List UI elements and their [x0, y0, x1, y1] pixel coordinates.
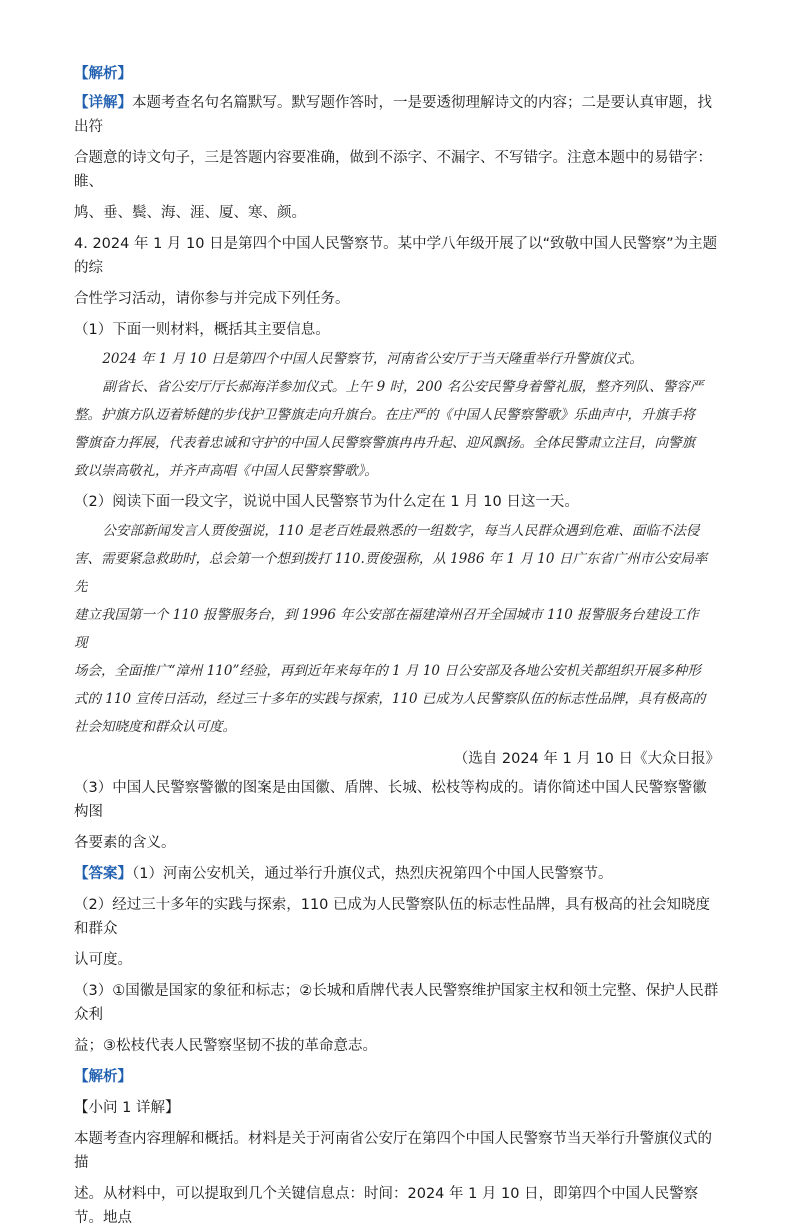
material-2: [74, 517, 720, 741]
answer-2: （2）经过三十多年的实践与探索，110 已成为人民警察队伍的标志性品牌，具有极高的社会知晓度和群众: [74, 897, 711, 937]
analysis-label: 【解析】: [74, 66, 132, 82]
detail-paragraph-line: [74, 91, 720, 139]
detail-label: 【详解】: [74, 95, 132, 111]
material-2-line: 式的 110 宣传日活动，经过三十多年的实践与探索，110 已成为人民警察队伍的标志性品牌，具有极高的: [74, 691, 706, 707]
answer-line: [74, 862, 720, 886]
answer-label: 【答案】: [74, 866, 132, 882]
question-4-stem: 合性学习活动，请你参与并完成下列任务。: [74, 291, 350, 307]
material-2-line: 社会知晓度和群众认可度。: [74, 719, 236, 735]
material-2-line: 场会，全面推广“漳州 110”经验，再到近年来每年的 1 月 10 日公安部及各地公安机关都组织开展多种形: [74, 663, 701, 679]
answer-2: 认可度。: [74, 952, 132, 968]
explanation-line: 本题考查内容理解和概括。材料是关于河南省公安厅在第四个中国人民警察节当天举行升警旗仪式的描: [74, 1131, 712, 1171]
material-1-line: 整。护旗方队迈着矫健的步伐护卫警旗走向升旗台。在庄严的《中国人民警察警歌》乐曲声中，升旗手将: [74, 407, 695, 423]
material-1: [74, 345, 720, 485]
detail-paragraph-line: 鸠、垂、鬓、海、涯、厦、寒、颜。: [74, 205, 306, 221]
material-2-line: 害、需要紧急救助时，总会第一个想到拨打 110.贾俊强称，从 1986 年 1 月 10 日广东省广州市公安局率先: [74, 551, 708, 595]
question-4-stem: 4. 2024 年 1 月 10 日是第四个中国人民警察节。某中学八年级开展了以“致敬中国人民警察”为主题的综: [74, 236, 718, 276]
answer-1: （1）河南公安机关，通过举行升旗仪式，热烈庆祝第四个中国人民警察节。: [132, 866, 613, 882]
material-2-source: （选自 2024 年 1 月 10 日《大众日报》: [453, 751, 720, 767]
material-1-line: 致以崇高敬礼，并齐声高唱《中国人民警察警歌》。: [74, 463, 378, 479]
sub-question-3: 各要素的含义。: [74, 835, 176, 851]
detail-paragraph-line: 合题意的诗文句子，三是答题内容要准确，做到不添字、不漏字、不写错字。注意本题中的易错字：睢、: [74, 150, 712, 190]
sub-question-3: （3）中国人民警察警徽的图案是由国徽、盾牌、长城、松枝等构成的。请你简述中国人民警察警徽构图: [74, 780, 707, 820]
material-1-line: 警旗奋力挥展，代表着忠诚和守护的中国人民警察警旗冉冉升起、迎风飘扬。全体民警肃立注目，向警旗: [74, 435, 695, 451]
answer-3: 益；③松枝代表人民警察坚韧不拔的革命意志。: [74, 1038, 377, 1054]
sub-question-1: （1）下面一则材料，概括其主要信息。: [74, 322, 330, 338]
material-2-line: 建立我国第一个 110 报警服务台，到 1996 年公安部在福建漳州召开全国城市 110 报警服务台建设工作现: [74, 607, 699, 651]
material-1-paragraph: 副省长、省公安厅厅长郝海洋参加仪式。上午 9 时，200 名公安民警身着警礼服，整齐列队、警容严: [102, 379, 704, 395]
material-2-line: 公安部新闻发言人贾俊强说，110 是老百姓最熟悉的一组数字，每当人民群众遇到危难、面临不法侵: [102, 523, 700, 539]
material-1-paragraph: 2024 年 1 月 10 日是第四个中国人民警察节，河南省公安厅于当天隆重举行升警旗仪式。: [102, 351, 643, 367]
explanation-line: 述。从材料中，可以提取到几个关键信息点：时间：2024 年 1 月 10 日，即第四个中国人民警察节。地点: [74, 1186, 699, 1226]
analysis-label: 【解析】: [74, 1069, 132, 1085]
detail-text: 本题考查名句名篇默写。默写题作答时，一是要透彻理解诗文的内容；二是要认真审题，找出符: [74, 95, 712, 135]
sub-question-1-detail-label: 【小问 1 详解】: [74, 1100, 180, 1116]
sub-question-2: （2）阅读下面一段文字，说说中国人民警察节为什么定在 1 月 10 日这一天。: [74, 494, 579, 510]
answer-3: （3）①国徽是国家的象征和标志；②长城和盾牌代表人民警察维护国家主权和领土完整、保护人民群众利: [74, 983, 719, 1023]
